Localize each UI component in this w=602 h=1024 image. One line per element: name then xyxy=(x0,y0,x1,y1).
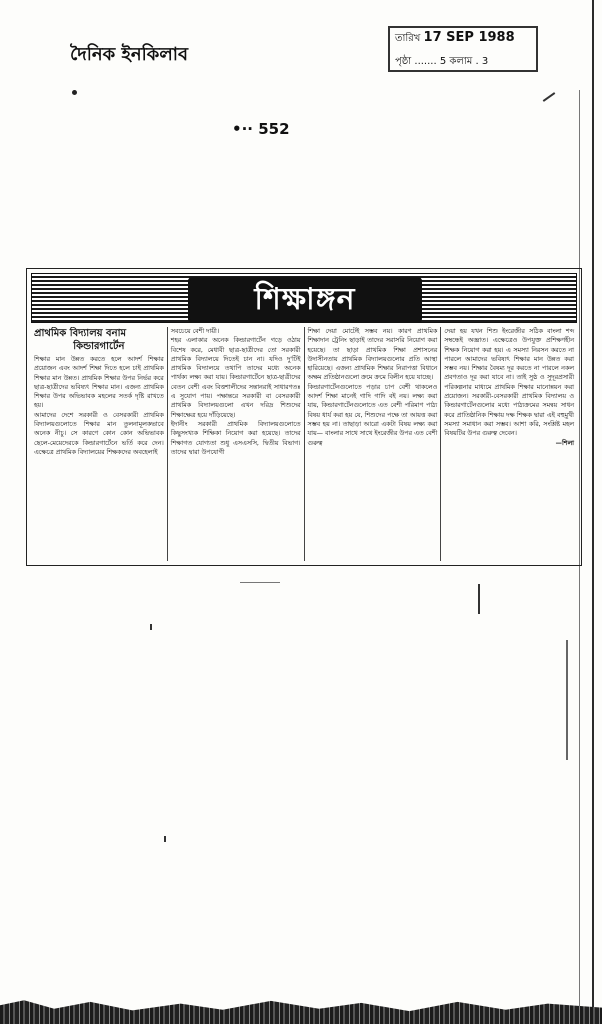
stamp-column-label: কলাম xyxy=(449,56,473,67)
article-columns xyxy=(31,327,577,561)
stamp-date-label: তারিখ xyxy=(395,33,421,44)
headline-line-1: প্রাথমিক বিদ্যালয় বনাম xyxy=(34,328,127,339)
stamp-page-label: পৃষ্ঠা xyxy=(395,56,412,67)
scan-noise-mark xyxy=(164,836,166,842)
article-clipping xyxy=(26,268,582,566)
section-title: শিক্ষাঙ্গন xyxy=(254,281,356,317)
paragraph: শহর এলাকার অনেক কিন্ডারগার্টেন গড়ে ওঠায় বিশেষ করে, মেধাবী ছাত্র-ছাত্রীদের তো সরকারী প্রাথমিক বিদ্যালয়ে দিতেই চান না। যদিও দু'টিই প্রাথমিক বিদ্যালয়ে তথাপি তাদের মধ্যে অনেক পার্থক্য লক্ষ্য করা যায়। কিন্ডারগার্টেনে ছাত্র-ছাত্রীদের বেতন বেশী এবং বিত্তশালীদের সন্তানরাই সাধারণতঃ এ সুযোগ পায়। পক্ষান্তরে সরকারী বা বেসরকারী প্রাথমিক বিদ্যালয়গুলো এখন দরিদ্র শিশুদের শিক্ষাক্ষেত্র হয়ে দাঁড়িয়েছে। xyxy=(170,337,301,419)
stamp-page-value: 5 xyxy=(439,56,447,67)
paragraph: সবচেয়ে বেশী দায়ী। xyxy=(170,328,220,335)
article-column-1 xyxy=(31,327,168,561)
headline-line-2: কিন্ডারগার্টেন xyxy=(73,341,125,352)
section-title-panel xyxy=(188,277,422,323)
stamp-date-value: 17 SEP 1988 xyxy=(423,30,515,45)
paragraph: শিক্ষার মান উন্নত করতে হলে আদর্শ শিক্ষার প্রয়োজন এবং আদর্শ শিক্ষা দিতে হলে চাই প্রাথমিক শিক্ষার মান উন্নত। প্রাথমিক শিক্ষার উপর নির্ভর করে ছাত্র-ছাত্রীদের ভবিষ্যৎ শিক্ষার মান। এজন্য প্রাথমিক শিক্ষার উপর অভিভাবক মহলের সতর্ক দৃষ্টি রাখতে হয়। xyxy=(34,356,164,410)
stamp-column-value: 3 xyxy=(481,56,489,67)
article-column-2 xyxy=(168,327,305,561)
paragraph: আমাদের দেশে সরকারী ও বেসরকারী প্রাথমিক বিদ্যালয়গুলোতে শিক্ষার মান তুলনামূলকভাবে অনেক নীচু। সে কারণে কোন কোন অভিভাবক ছেলে-মেয়েদেরকে কিন্ডারগার্টেনে ভর্তি করে দেন। এক্ষেত্রে প্রাথমিক বিদ্যালয়ের শিক্ষকদের অবহেলাই xyxy=(34,411,164,456)
page-edge-shadow xyxy=(592,0,594,1024)
article-column-4 xyxy=(441,327,577,561)
page-number: •·· 552 xyxy=(232,120,290,138)
scan-noise-mark xyxy=(566,640,568,760)
ink-dot xyxy=(72,90,77,95)
paragraph: শিক্ষা দেয়া মোটেই সম্ভব নয়। কারণ প্রাথমিক শিক্ষাদান ট্রেনিং ছাড়াই তাদের সরাসরি নিয়োগ করা হয়েছে। তা ছাড়া প্রাথমিক শিক্ষা প্রশাসনের উদাসীনতায় প্রাথমিক বিদ্যালয়গুলোর প্রতি আস্থা হারিয়েছে। এজন্য প্রাথমিক শিক্ষার নিরাপত্তা বিধানে অক্ষম প্রতিষ্ঠানগুলো ক্রমে ক্রমে বিলীন হয়ে যাচ্ছে। xyxy=(307,328,438,382)
scan-noise-mark xyxy=(478,584,480,614)
date-stamp: তারিখ 17 SEP 1988 পৃষ্ঠা ....... 5 কলাম . 3 xyxy=(388,26,538,72)
torn-bottom-edge xyxy=(0,990,602,1024)
author-signoff: —শিলা xyxy=(555,439,574,447)
article-column-3 xyxy=(305,327,442,561)
paragraph: কিন্ডারগার্টেনগুলোতে পড়ার চাপ বেশী থাকলেও আদর্শ শিক্ষা মানেই গাদি গাদি বই নয়। লক্ষ্য করা যায়, কিন্ডারগার্টেনগুলোতে এত বেশী পরিমাণ পাঠ্য বিষয় ধার্য করা হয় যে, শিশুদের পক্ষে তা আয়ত্ত করা সম্ভব হয় না। তাছাড়া আরো একটা বিষয় লক্ষ্য করা যায়— বাংলার সাথে সাথে ইংরেজীর উপর এত বেশী গুরুত্ব xyxy=(307,383,438,447)
paragraph: ইদানীং সরকারী প্রাথমিক বিদ্যালয়গুলোতে কিছুসংখ্যক শিক্ষিকা নিয়োগ করা হয়েছে। তাদের শিক্ষাগত যোগ্যতা শুধু এসএসসি, দ্বিতীয় বিভাগ। তাদের দ্বারা উপযোগী xyxy=(170,420,301,456)
scan-noise-mark xyxy=(543,92,556,102)
section-banner xyxy=(31,273,577,323)
scan-noise-mark xyxy=(150,624,152,630)
scan-noise-mark xyxy=(240,582,280,583)
newspaper-name: দৈনিক ইনকিলাব xyxy=(70,44,188,65)
paragraph: দেয়া হয় যখন শিশু ইংরেজীর সঠিক বাংলা শব্দ সম্বন্ধেই অজ্ঞাত। এক্ষেত্রেও উপযুক্ত প্রশিক্ষণহীন শিক্ষক নিয়োগ করা হয়। এ সমস্যা নিরসন করতে না পারলে আমাদের ভবিষ্যৎ শিক্ষার মান উন্নত করা সম্ভব নয়। শিক্ষার বৈষম্য দূর করতে না পারলে নকল প্রবণতাও দূর করা যাবে না। তাই সুষ্ঠ ও সুদূরপ্রসারী পরিকল্পনার মাধ্যমে প্রাথমিক শিক্ষার মানোন্নয়ন করা প্রয়োজন। সরকারী-বেসরকারী প্রাথমিক বিদ্যালয় ও কিন্ডারগার্টেনগুলোর মধ্যে পাঠ্যক্রমের সমন্বয় সাধন করে প্রাতিষ্ঠানিক শিক্ষায় দক্ষ শিক্ষক দ্বারা এই বহুমুখী সমস্যা সমাধান করা সম্ভব। আশা করি, সংশ্লিষ্ট মহল বিষয়টির উপর গুরুত্ব দেবেন। xyxy=(444,328,574,438)
